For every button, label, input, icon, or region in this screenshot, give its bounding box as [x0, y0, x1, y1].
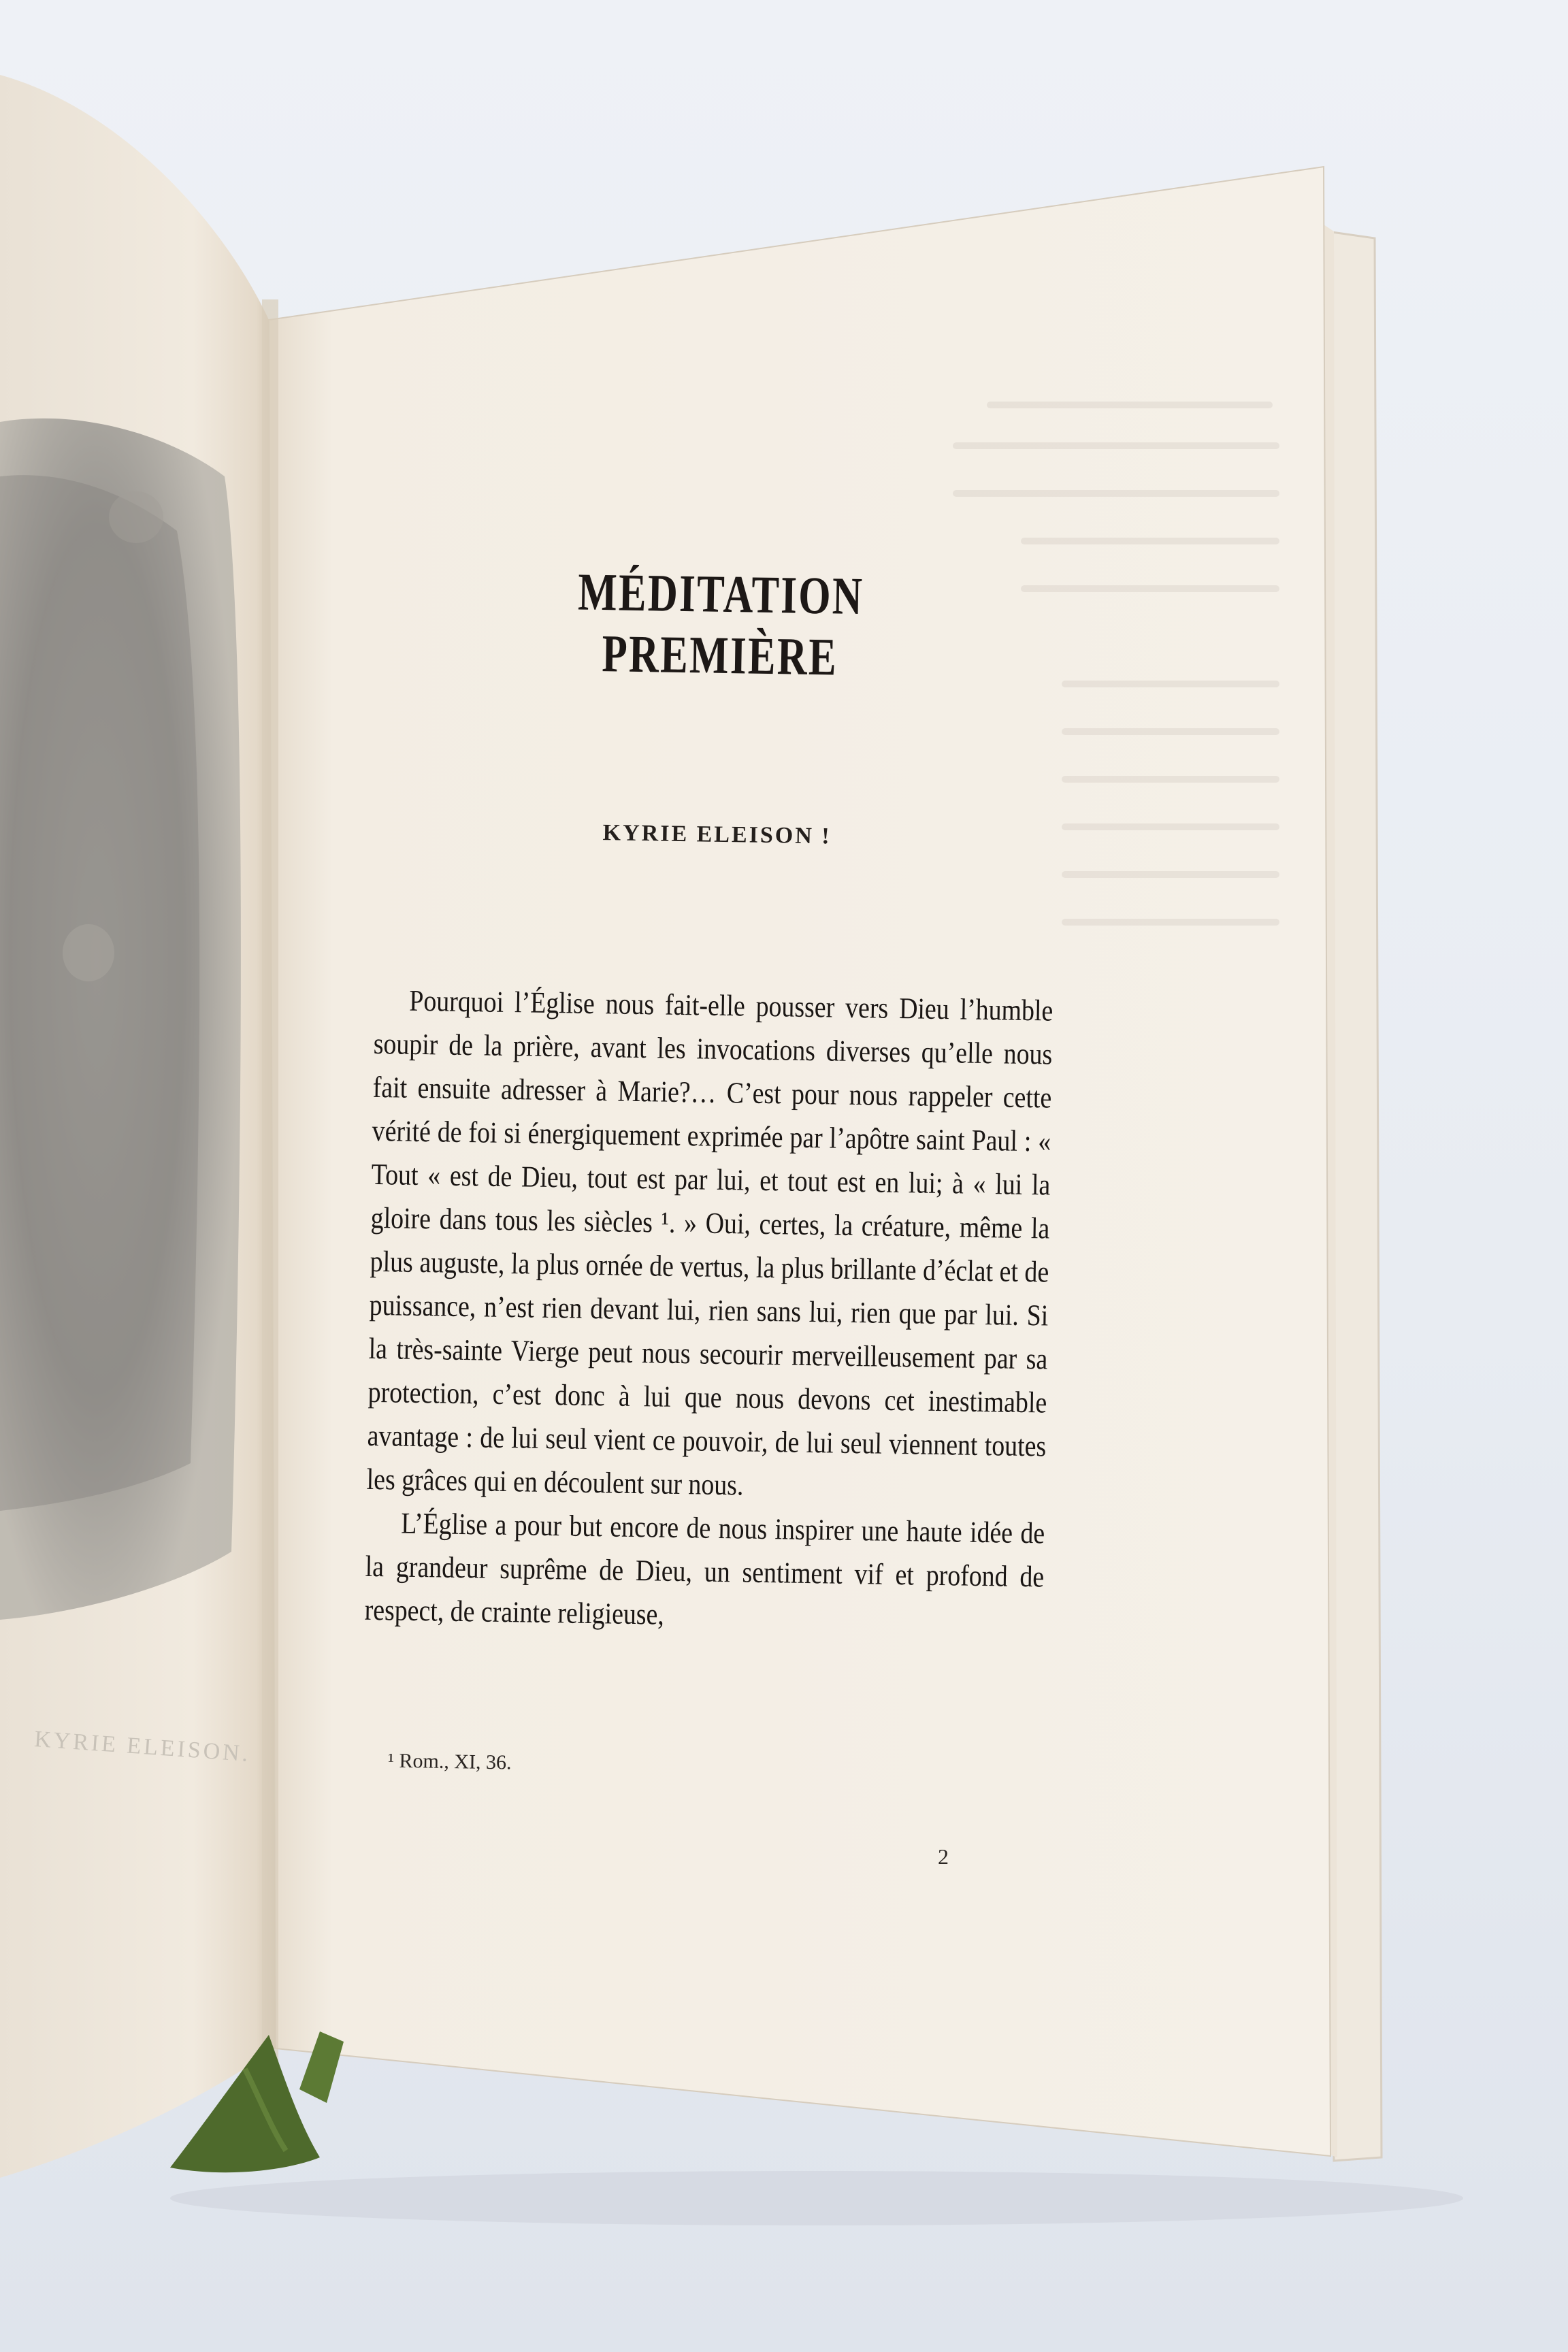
- plate-caption: KYRIE ELEISON.: [33, 1726, 252, 1767]
- chapter-title: MÉDITATION PREMIÈRE: [577, 561, 864, 687]
- page-content: [364, 558, 1062, 1643]
- paragraph: L’Église a pour but encore de nous inspirer une haute idée de la grandeur suprême de Dieu, un sentiment vif et profond de respect, de crainte religieuse,: [364, 1506, 1045, 1631]
- footnote: ¹ Rom., XI, 36.: [387, 1749, 512, 1774]
- chapter-subtitle: KYRIE ELEISON !: [602, 820, 832, 849]
- page-number: 2: [938, 1844, 949, 1869]
- body-text: [364, 979, 1054, 1643]
- paragraph: Pourquoi l’Église nous fait-elle pousser vers Dieu l’humble soupir de la prière, avant les invocations diverses qu’elle nous fait ensuite adresser à Marie?… C’est pour nous rappeler cette vérité de foi si énergiquement exprimée par l’apôtre saint Paul : « Tout « est de Dieu, tout est par lui, et tout est en lui; à « lui la gloire dans tous les siècles ¹. » Oui, certes, la créature, même la plus auguste, la plus ornée de vertus, la plus brillante d’éclat et de puissance, n’est rien devant lui, rien sans lui, rien que par lui. Si la très-sainte Vierge peut nous secourir merveilleusement par sa protection, c’est donc à lui que nous devons cet inestimable avantage : de lui seul vient ce pouvoir, de lui seul viennent toutes les grâces qui en découlent sur nous.: [366, 983, 1054, 1502]
